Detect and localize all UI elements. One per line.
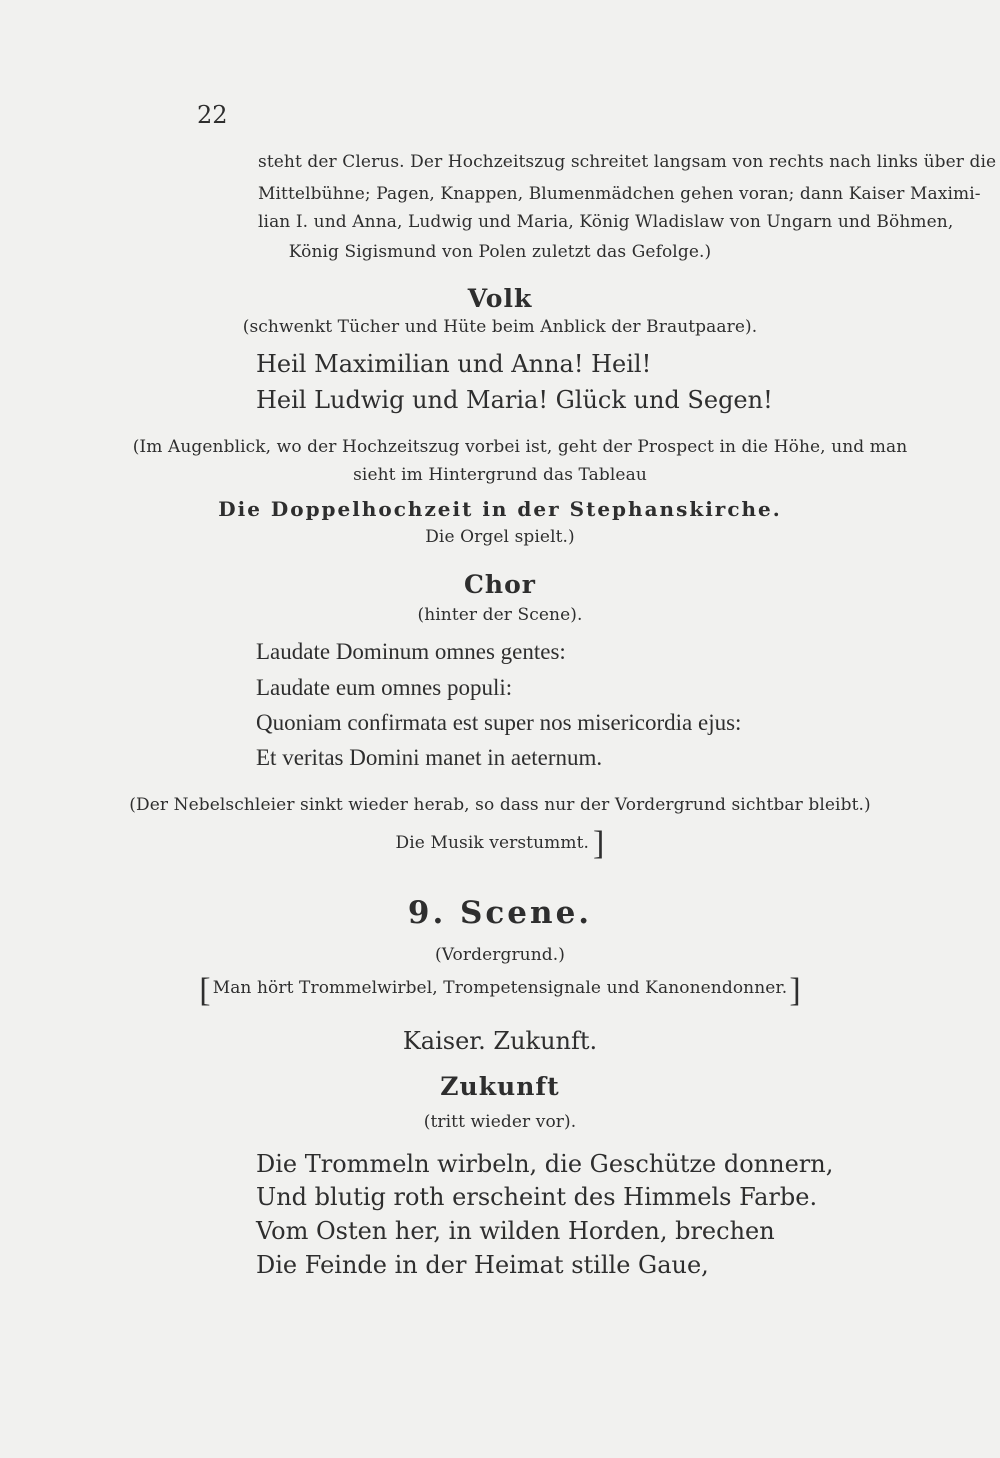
latin-verse-line: Laudate eum omnes populi: <box>256 675 513 700</box>
page-number: 22 <box>197 101 228 129</box>
stage-direction-line: sieht im Hintergrund das Tableau <box>353 465 647 485</box>
scene-title: 9. Scene. <box>407 895 593 931</box>
latin-verse-line: Et veritas Domini manet in aeternum. <box>256 745 603 770</box>
speaker-direction-zukunft: (tritt wieder vor). <box>423 1112 577 1132</box>
verse-line: Heil Ludwig und Maria! Glück und Segen! <box>256 386 773 414</box>
stage-direction-line: lian I. und Anna, Ludwig und Maria, König Wladislaw von Ungarn und Böhmen, <box>258 212 954 232</box>
speaker-name-zukunft: Zukunft <box>440 1072 560 1101</box>
scene-subtitle: (Vordergrund.) <box>434 945 565 965</box>
stage-direction-text: Die Musik verstummt. <box>395 833 590 853</box>
speaker-direction-volk: (schwenkt Tücher und Hüte beim Anblick der Brautpaare). <box>242 317 758 337</box>
stage-direction-line: (Im Augenblick, wo der Hochzeitszug vorbei ist, geht der Prospect in die Höhe, und man <box>132 437 908 457</box>
latin-verse-line: Laudate Dominum omnes gentes: <box>256 639 566 664</box>
closing-bracket-icon: ] <box>593 825 605 862</box>
verse-line: Die Feinde in der Heimat stille Gaue, <box>256 1251 709 1279</box>
stage-direction-line: (Der Nebelschleier sinkt wieder herab, so dass nur der Vordergrund sichtbar bleibt.) <box>129 795 871 815</box>
stage-direction-line <box>0 825 1000 863</box>
verse-line: Vom Osten her, in wilden Horden, brechen <box>256 1217 775 1245</box>
speaker-direction-chor: (hinter der Scene). <box>417 605 583 625</box>
stage-direction-line: König Sigismund von Polen zuletzt das Gefolge.) <box>288 242 712 262</box>
speaker-name-chor: Chor <box>464 570 536 599</box>
opening-bracket-icon: [ <box>199 972 211 1009</box>
tableau-title: Die Doppelhochzeit in der Stephanskirche. <box>218 497 782 521</box>
speaker-name-volk: Volk <box>467 284 533 313</box>
scene-direction-text: Man hört Trommelwirbel, Trompetensignale und Kanonendonner. <box>212 978 788 998</box>
verse-line: Heil Maximilian und Anna! Heil! <box>256 350 652 378</box>
stage-direction-line: Mittelbühne; Pagen, Knappen, Blumenmädchen gehen voran; dann Kaiser Maximi- <box>258 184 981 204</box>
scene-direction <box>0 972 1000 1010</box>
stage-direction-line: Die Orgel spielt.) <box>425 527 575 547</box>
closing-bracket-icon: ] <box>789 972 801 1009</box>
latin-verse-line: Quoniam confirmata est super nos misericordia ejus: <box>256 710 742 735</box>
stage-direction-line: steht der Clerus. Der Hochzeitszug schreitet langsam von rechts nach links über die <box>258 152 997 172</box>
scene-roles: Kaiser. Zukunft. <box>402 1027 598 1055</box>
verse-line: Die Trommeln wirbeln, die Geschütze donnern, <box>256 1150 834 1178</box>
verse-line: Und blutig roth erscheint des Himmels Farbe. <box>256 1183 818 1211</box>
